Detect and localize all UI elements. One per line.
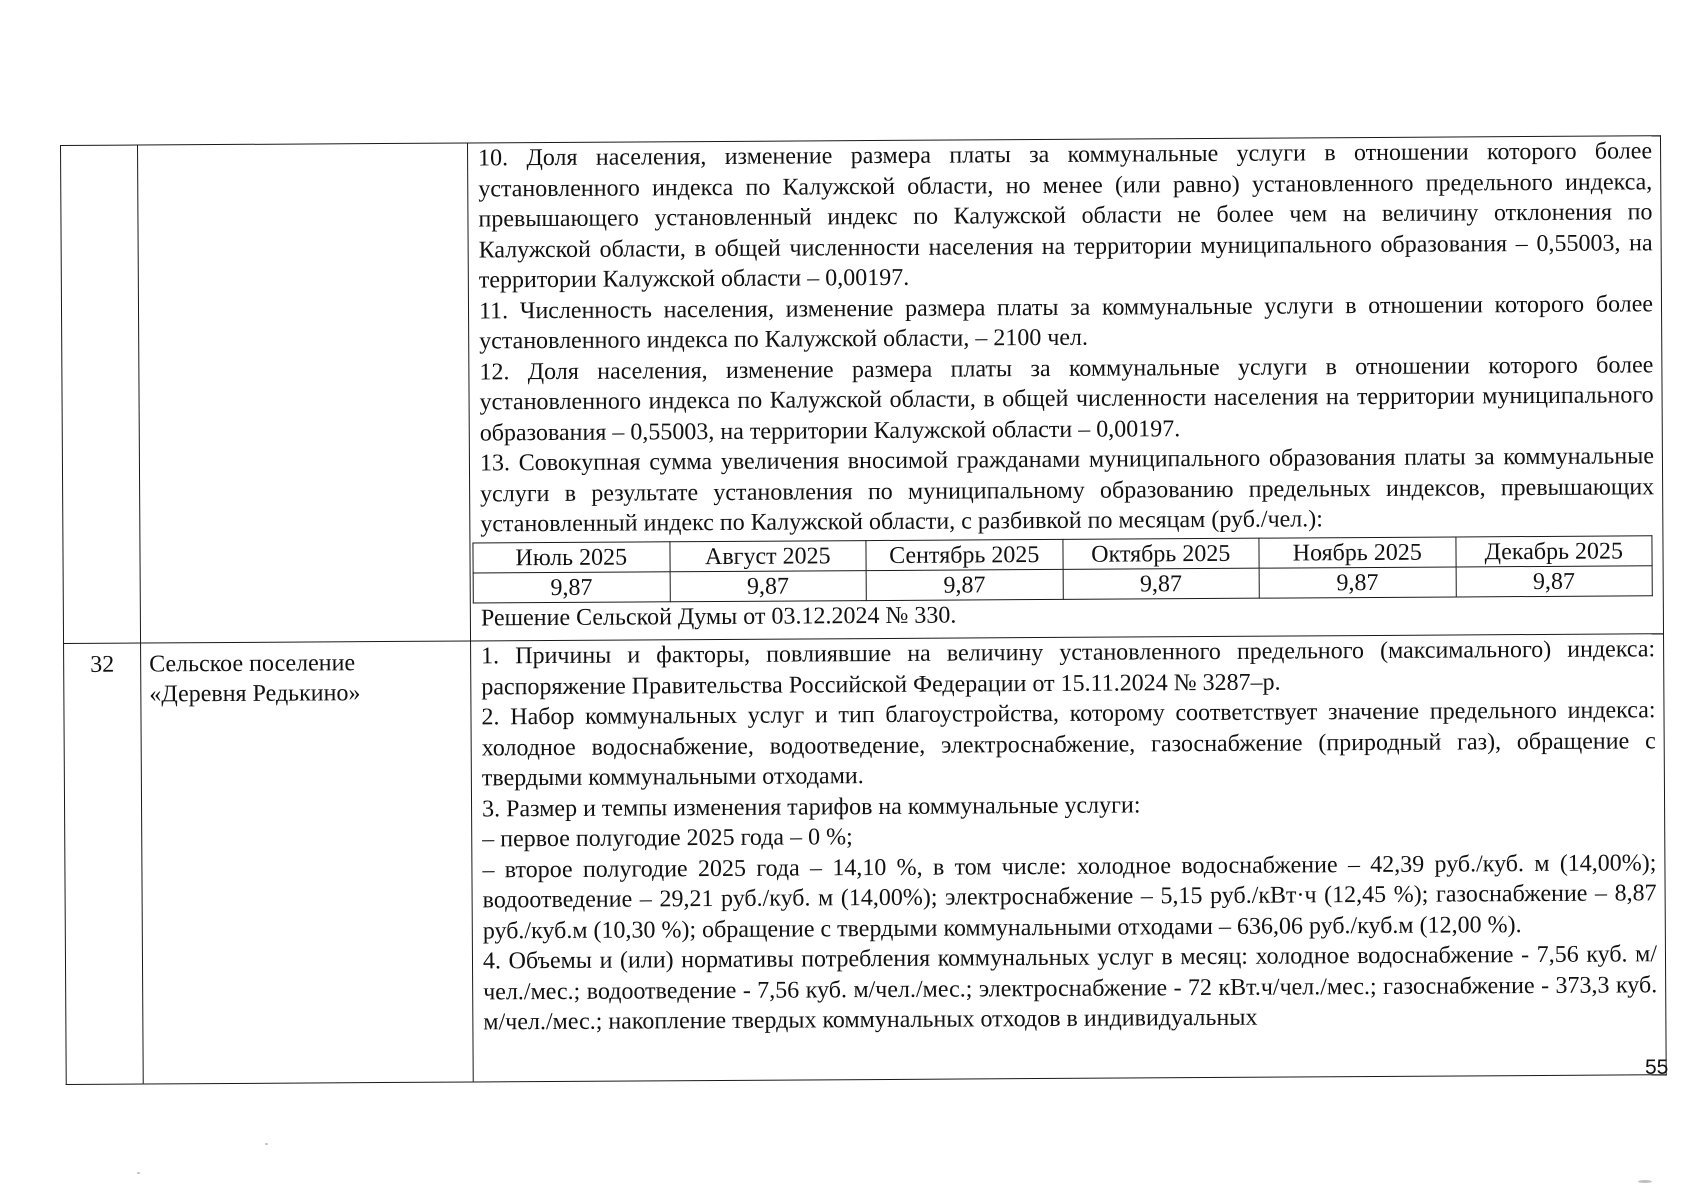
item-4: 4. Объемы и (или) нормативы потребления коммунальных услуг в месяц: холодное водоснабжение - 7,56 куб. м/чел./мес.; водоотведение - 7,56 куб. м/чел./мес.; электроснабжение - 72 кВт.ч/чел./мес.; газоснабжение - 373,3 куб. м/чел./мес.; накопление твердых коммунальных отходов в индивидуальных [482, 941, 1658, 1036]
item-13: 13. Совокупная сумма увеличения вносимой гражданами муниципального образования платы за коммунальные услуги в результате установления по муниципальному образованию предельных индексов, превышающих установленный индекс по Калужской области, с разбивкой по месяцам (руб./чел.): [479, 443, 1655, 538]
month-value: 9,87 [1063, 568, 1260, 599]
month-header: Сентябрь 2025 [866, 539, 1063, 570]
month-value: 9,87 [1259, 566, 1456, 597]
row-name [138, 144, 467, 152]
settlement-name-line2: «Деревня Редькино» [149, 680, 361, 708]
row-number-cell [61, 145, 141, 643]
item-2: 2. Набор коммунальных услуг и тип благоустройства, которому соответствует значение предельного индекса: холодное водоснабжение, водоотведение, электроснабжение, газоснабжение (природный газ), обращение с твердыми коммунальными отходами. [481, 697, 1656, 792]
item-1: 1. Причины и факторы, повлиявшие на величину установленного предельного (максимального) индекса: распоряжение Правительства Российской Федерации от 15.11.2024 № 3287–р. [481, 636, 1656, 700]
table-row [64, 634, 1667, 1085]
row-content-cell [467, 136, 1663, 641]
month-header: Декабрь 2025 [1455, 535, 1652, 566]
month-header: Октябрь 2025 [1062, 538, 1259, 569]
scan-speck [137, 1172, 140, 1174]
item-11: 11. Численность населения, изменение размера платы за коммунальные услуги в отношении которого более установленного индекса по Калужской области, – 2100 чел. [478, 290, 1654, 355]
settlement-name [141, 642, 470, 710]
item-3-second-half: – второе полугодие 2025 года – 14,10 %, в том числе: холодное водоснабжение – 42,39 руб./куб. м (14,00%); водоотведение – 29,21 руб./куб. м (14,00%); электроснабжение – 5,15 руб./кВт·ч (12,45 %); газоснабжение – 8,87 руб./куб.м (10,30 %); обращение с твердыми коммунальными отходами – 636,06 руб./куб.м (12,00 %). [482, 849, 1657, 944]
decision-line [471, 596, 1663, 634]
month-header: Ноябрь 2025 [1259, 536, 1456, 567]
scan-speck [265, 1143, 268, 1145]
item-3-first-half: – первое полугодие 2025 года – 0 %; [482, 824, 853, 853]
item-10: 10. Доля населения, изменение размера платы за коммунальные услуги в отношении которого более установленного индекса по Калужской области, но менее (или равно) установленного предельного индекса, превышающего установленный индекс по Калужской области не более чем на величину отклонения по Калужской области, в общей численности населения на территории муниципального образования – 0,55003, на территории Калужской области – 0,00197. [478, 138, 1653, 294]
month-value: 9,87 [670, 570, 867, 601]
month-value: 9,87 [1456, 565, 1653, 596]
row-content [468, 136, 1662, 540]
scan-speck [1638, 1180, 1652, 1183]
main-table [60, 135, 1667, 1085]
month-header: Июль 2025 [473, 541, 670, 572]
monthly-sum-table [472, 535, 1652, 603]
row-number [61, 146, 137, 154]
item-3: 3. Размер и темпы изменения тарифов на коммунальные услуги: [481, 791, 1141, 822]
table-frame [60, 135, 1669, 1085]
row-content [471, 634, 1665, 1038]
settlement-name-line1: Сельское поселение [149, 650, 356, 678]
row-content-cell [471, 634, 1667, 1082]
row-name-cell [141, 641, 474, 1084]
row-name-cell [138, 143, 471, 643]
month-header: Август 2025 [669, 540, 866, 571]
row-number: 32 [90, 651, 115, 678]
table-row [61, 136, 1664, 644]
decision-text: Решение Сельской Думы от 03.12.2024 № 330. [480, 602, 957, 631]
item-12: 12. Доля населения, изменение размера платы за коммунальные услуги в отношении которого более установленного индекса по Калужской области, в общей численности населения на территории муниципального образования – 0,55003, на территории Калужской области – 0,00197. [479, 351, 1654, 446]
row-number-cell [64, 643, 144, 1084]
month-value: 9,87 [473, 571, 670, 602]
page-number: 55 [1645, 1056, 1669, 1079]
month-value: 9,87 [866, 569, 1063, 600]
